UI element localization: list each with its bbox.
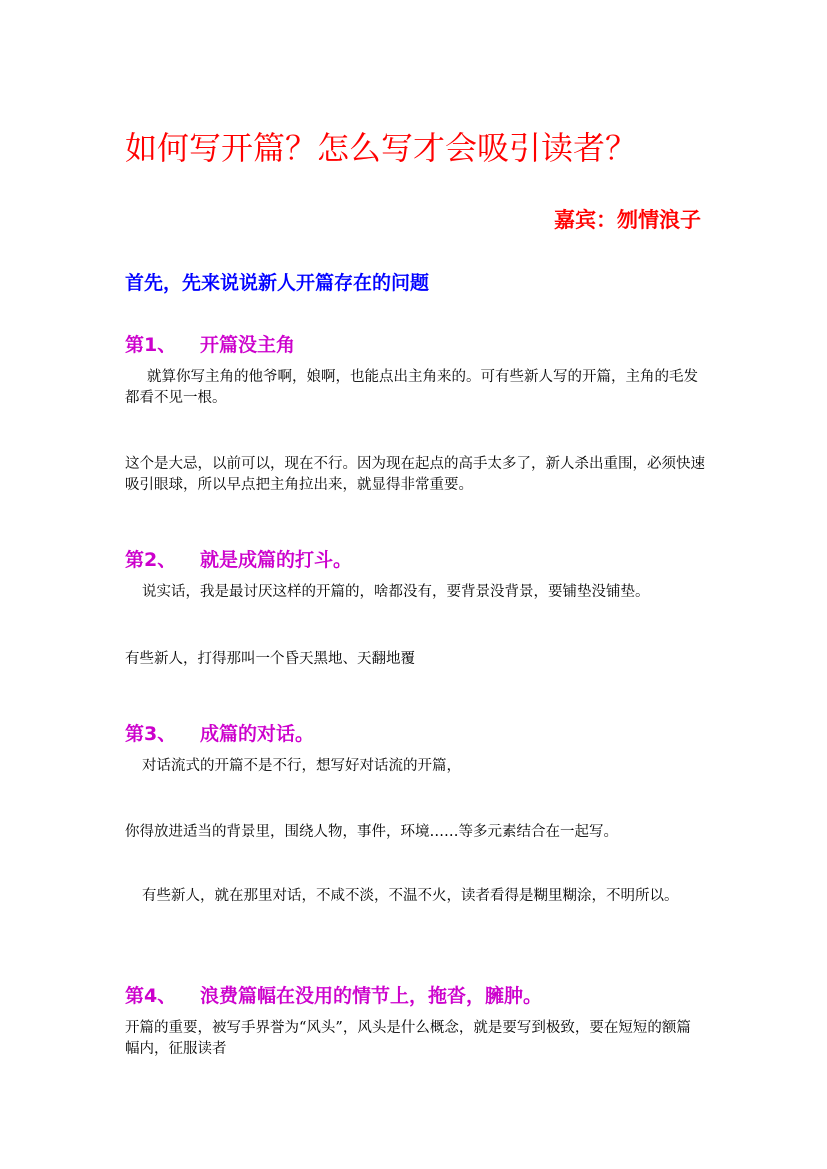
paragraph: 就算你写主角的他爷啊，娘啊，也能点出主角来的。可有些新人写的开篇，主角的毛发都看不见一根。: [125, 369, 698, 406]
section-heading-2: [125, 546, 352, 574]
paragraph: 你得放进适当的背景里，围绕人物，事件，环境……等多元素结合在一起写。: [125, 824, 618, 840]
section-number: 第4、: [125, 985, 177, 1007]
paragraph: 开篇的重要，被写手界誉为“风头”，风头是什么概念，就是要写到极致，要在短短的额篇幅内，征服读者: [125, 1020, 691, 1057]
section-title: 开篇没主角: [200, 334, 296, 356]
paragraph: 有些新人，打得那叫一个昏天黑地、天翻地覆: [125, 651, 415, 667]
section-title: 就是成篇的打斗。: [200, 549, 353, 571]
section-title: 成篇的对话。: [200, 723, 315, 745]
guest-byline: 嘉宾：刎情浪子: [554, 208, 701, 232]
section-heading-1: [125, 331, 295, 359]
section-number: 第1、: [125, 334, 177, 356]
section-title: 浪费篇幅在没用的情节上，拖沓，臃肿。: [200, 985, 543, 1007]
page-title: 如何写开篇？怎么写才会吸引读者？: [125, 129, 638, 167]
section-number: 第2、: [125, 549, 177, 571]
paragraph: 对话流式的开篇不是不行，想写好对话流的开篇，: [142, 758, 461, 774]
paragraph: 有些新人，就在那里对话，不咸不淡，不温不火，读者看得是糊里糊涂，不明所以。: [142, 888, 679, 904]
paragraph: 这个是大忌，以前可以，现在不行。因为现在起点的高手太多了，新人杀出重围，必须快速吸引眼球，所以早点把主角拉出来，就显得非常重要。: [125, 456, 705, 493]
intro-heading: 首先，先来说说新人开篇存在的问题: [125, 272, 430, 294]
section-heading-4: [125, 982, 542, 1010]
paragraph: 说实话，我是最讨厌这样的开篇的，啥都没有，要背景没背景，要铺垫没铺垫。: [142, 584, 650, 600]
section-number: 第3、: [125, 723, 177, 745]
section-heading-3: [125, 720, 314, 748]
